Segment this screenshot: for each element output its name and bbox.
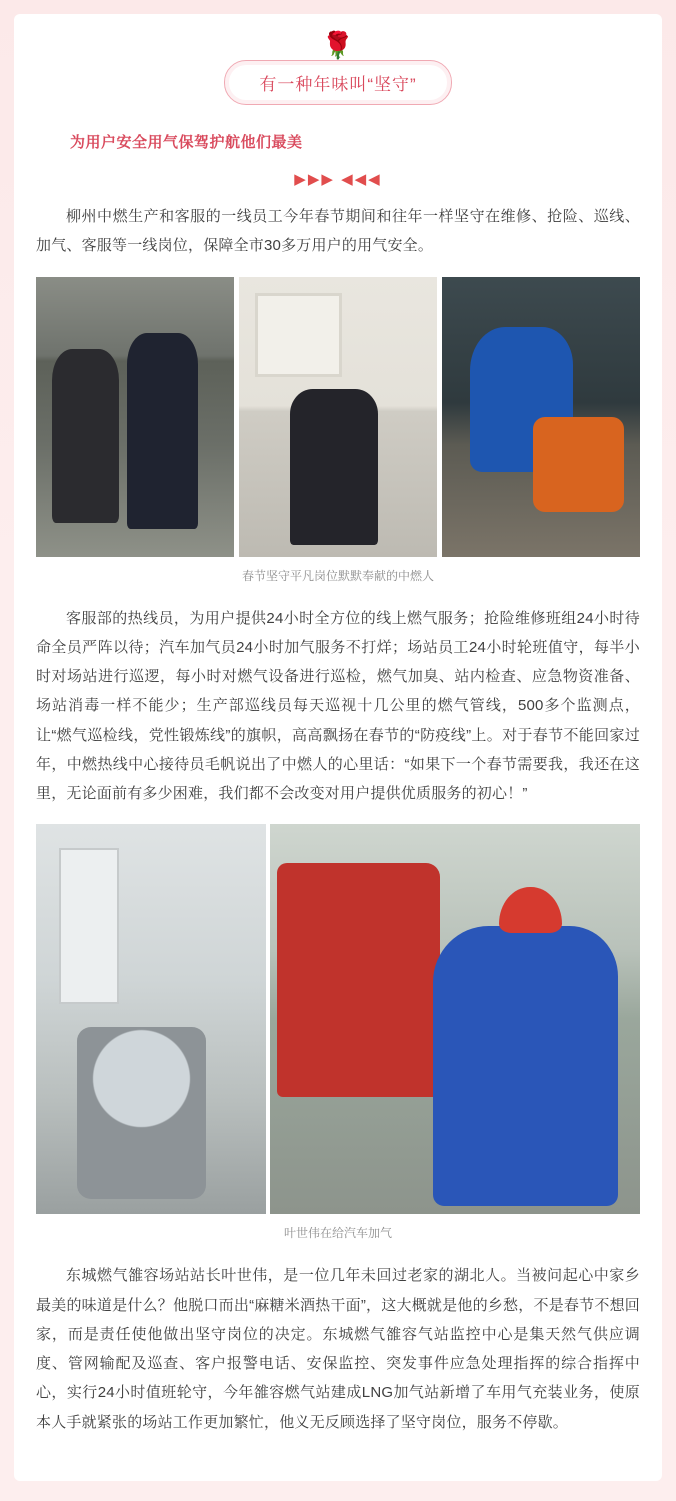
paragraph-1: 柳州中燃生产和客服的一线员工今年春节期间和往年一样坚守在维修、抢险、巡线、加气、客服等一线岗位，保障全市30多万用户的用气安全。: [36, 208, 640, 255]
paragraph-3: 东城燃气雒容场站站长叶世伟，是一位几年未回过老家的湖北人。当被问起心中家乡最美的味道是什么？他脱口而出“麻糖米酒热干面”，这大概就是他的乡愁，不是春节不想回家，而是责任使他做出坚守岗位的决定。东城燃气雒容气站监控中心是集天然气供应调度、管网输配及巡查、客户报警电话、安保监控、突发事件应急处理指挥的综合指挥中心，实行24小时值班轮守，今年雒容燃气站建成LNG加气站新增了车用气充装业务，使原本人手就紧张的场站工作更加繁忙，他义无反顾选择了坚守岗位，服务不停歇。: [36, 1267, 640, 1431]
title-container: [36, 60, 640, 105]
photo-row-1: [36, 277, 640, 557]
photo-caption-1: 春节坚守平凡岗位默默奉献的中燃人: [241, 568, 434, 583]
photo-street-inspection: [36, 277, 234, 557]
photo-pipe-cutting-worker: [442, 277, 640, 557]
page-title: 有一种年味叫“坚守”: [224, 60, 451, 105]
helmet-shape: [499, 887, 562, 934]
photo-lng-station-equipment: [36, 824, 266, 1214]
decorative-divider: ▶▶▶ ◀◀◀: [294, 171, 382, 188]
photo-row-2: [36, 824, 640, 1214]
photo-worker-fueling-truck: [270, 824, 640, 1214]
page-subtitle: 为用户安全用气保驾护航他们最美: [70, 134, 303, 151]
flower-icon: 🌹: [321, 30, 355, 60]
photo-customer-service-desk: [239, 277, 437, 557]
header-ornament: [36, 32, 640, 66]
paragraph-2: 客服部的热线员，为用户提供24小时全方位的线上燃气服务；抢险维修班组24小时待命全员严阵以待；汽车加气员24小时加气服务不打烊；场站员工24小时轮班值守，每半小时对场站进行巡逻，每小时对燃气设备进行巡检，燃气加臭、站内检查、应急物资准备、场站消毒一样不能少；生产部巡线员每天巡视十几公里的燃气管线，500多个监测点，让“燃气巡检线，党性锻炼线”的旗帜，高高飘扬在春节的“防疫线”上。对于春节不能回家过年，中燃热线中心接待员毛帆说出了中燃人的心里话：“如果下一个春节需要我，我还在这里，无论面前有多少困难，我们都不会改变对用户提供优质服务的初心！”: [36, 609, 640, 802]
photo-caption-2: 叶世伟在给汽车加气: [283, 1226, 392, 1241]
article-sheet: [14, 14, 662, 1481]
